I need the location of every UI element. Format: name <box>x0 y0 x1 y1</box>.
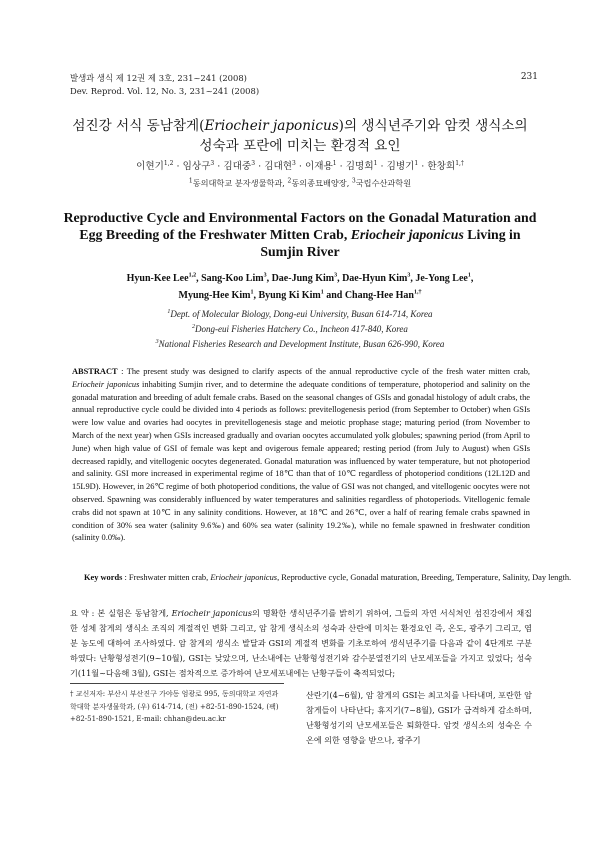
korean-abstract-continued: 산란기(4~6월), 암 참게의 GSI는 최고치를 나타내며, 포란한 암 참게들이 나타난다; 휴지기(7~8월), GSI가 급격하게 감소하며, 난황형성기의 난모세포들은 퇴화한다. 암컷 생식소의 성숙은 수온에 의한 영향을 받으나, 광주기 <box>306 690 532 745</box>
journal-citation-en: Dev. Reprod. Vol. 12, No. 3, 231~241 (2008) <box>70 86 260 96</box>
korean-title <box>40 116 560 156</box>
correspondence-footnote: † 교신저자: 부산시 부산진구 가야동 엄광로 995, 동의대학교 자연과학대학 분자생물학과, (우) 614-714, (전) +82-51-890-1524, (팩) +82-51-890-1521, E-mail: chhan@deu.ac.kr <box>70 690 279 723</box>
english-authors-line-2: Myung-Hee Kim$^1$, Byung Ki Kim$^1$ and Chang-Hee Han$^{1,\dagger}$ <box>178 289 422 301</box>
korean-authors: 이현기$^{1,2}$ · 임상구$^3$ · 김대중$^3$ · 김대현$^3$ · 이재용$^1$ · 김명희$^1$ · 김병기$^1$ · 한창희$^{1,\dagger}$ <box>136 159 464 172</box>
affiliation-1: $^1$Dept. of Molecular Biology, Dong-eui University, Busan 614-714, Korea <box>167 309 433 319</box>
korean-title-line-2: 성숙과 포란에 미치는 환경적 요인 <box>199 138 401 154</box>
english-title <box>60 209 540 260</box>
korean-title-line-1: 섬진강 서식 동남참게(Eriocheir japonicus)의 생식년주기와 암컷 생식소의 <box>72 118 528 134</box>
journal-citation-kr: 발생과 생식 제 12권 제 3호, 231~241 (2008) <box>70 73 247 83</box>
english-affiliations <box>40 307 560 352</box>
keywords: Key words : Freshwater mitten crab, Eriocheir japonicus, Reproductive cycle, Gonadal maturation, Breeding, Temperature, Salinity, Day length. <box>84 573 572 582</box>
abstract-label: ABSTRACT <box>72 367 118 376</box>
english-title-line-1: Reproductive Cycle and Environmental Factors on the Gonadal Maturation and <box>63 210 537 225</box>
page-number: 231 <box>520 72 538 82</box>
english-authors <box>40 270 560 304</box>
affiliation-3: $^3$National Fisheries Research and Development Institute, Busan 626-990, Korea <box>155 339 445 349</box>
keywords-label: Key words <box>84 573 123 582</box>
korean-affiliations: $^1$동의대학교 분자생물학과, $^2$동의종묘배양장, $^3$국립수산과학원 <box>188 177 412 188</box>
english-title-line-2: Egg Breeding of the Freshwater Mitten Crab, Eriocheir japonicus Living in <box>79 227 521 242</box>
affiliation-2: $^2$Dong-eui Fisheries Hatchery Co., Incheon 417-840, Korea <box>192 324 408 334</box>
english-abstract: ABSTRACT : The present study was designed to clarify aspects of the annual reproductive cycle of the fresh water mitten crab, Eriocheir japonicus inhabiting Sumjin river, and to determine the adequate conditions of temperature, photoperiod and salinity on the gonadal maturation and breeding of adult female crabs. Based on the seasonal changes of GSIs and gonadal histology of adult crabs, the annual reproductive cycle could be divided into 4 periods as follows: previtellogenesis period (from September to October) when GSIs were low value and ovaries had oocytes in previtellogenesis stage and meiotic prophase stage; maturing period (from November to March of the next year) when GSIs increased gradually and ovarian oocytes accumulated yolk globules; spawning period (from April to June) when high value of GSI of female was kept and ovigerous female appeared; resting period (from July to August) when GSIs decreased rapidly, and vitellogenic oocytes degenerated. Gonadal maturation was influenced by water temperature, but not photoperiod and salinity. GSI more increased in experimental regime of 18℃ than that of 10℃ regardless of photoperiod conditions (12L12D and 15L9D). However, in 26℃ regime of both photoperiod conditions, the value of GSI was not changed, and vitellogenic oocytes were not observed. Spawning was considerably influenced by water temperatures and salinities regardless of photoperiods. Vitellogenic female crabs did not spawn at 10℃ in any salinity conditions. However, at 18℃ and 26℃, over a half of rearing female crabs spawned in condition of 30% sea water (salinity 9.6‰) and 60% sea water (salinity 19.2‰), while no female spawned in freshwater condition (salinity 0.0‰). <box>72 367 530 543</box>
running-header <box>70 72 259 98</box>
english-title-line-3: Sumjin River <box>260 244 340 259</box>
footnote-rule <box>70 683 284 684</box>
korean-abstract: 요 약 : 본 실험은 동남참게, Eriocheir japonicus의 명확한 생식년주기를 밝히기 위하여, 그들의 자연 서식처인 섬진강에서 채집한 성체 참게의 생식소 조직의 계절적인 변화 그리고, 암 참게 생식소의 성숙과 산란에 미치는 환경요인 즉, 온도, 광주기 그리고, 염분 농도에 대하여 조사하였다. 암 참게의 생식소 발달과 GSI의 계절적 변화를 기초로하여 생식년주기를 다음과 같이 4단계로 구분하였다: 난황형성전기(9~10월), GSI는 낮았으며, 난소내에는 난황형성전기와 감수분열전기의 난모세포들을 가지고 있었다; 성숙기(11월~다음해 3월), GSI는 점차적으로 증가하여 난모세포내에는 난황구들이 축적되었다; <box>70 608 532 678</box>
english-authors-line-1: Hyun-Kee Lee$^{1,2}$, Sang-Koo Lim$^3$, Dae-Jung Kim$^3$, Dae-Hyun Kim$^3$, Je-Yong Lee$^1$, <box>126 272 474 284</box>
